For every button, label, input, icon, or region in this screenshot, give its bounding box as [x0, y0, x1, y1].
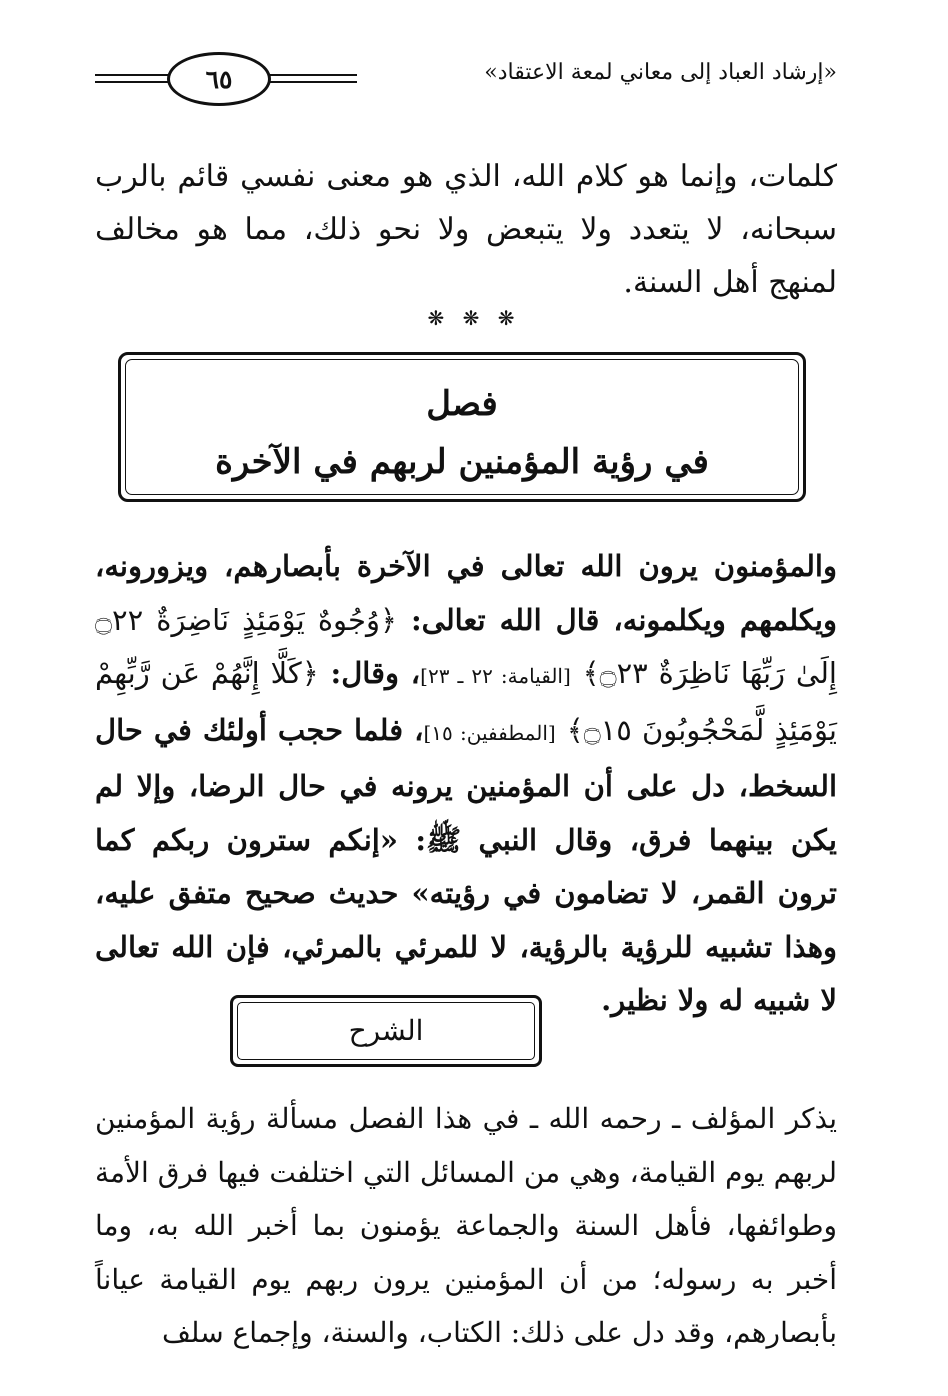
sharh-heading: الشرح — [237, 1002, 535, 1060]
header-rule — [95, 74, 171, 76]
sharh-paragraph: يذكر المؤلف ـ رحمه الله ـ في هذا الفصل مسألة رؤية المؤمنين لربهم يوم القيامة، وهي من المسائل التي اختلفت فيها فرق الأمة وطوائفها، فأهل السنة والجماعة يؤمنون بما أخبر الله به، وما أخبر به رسوله؛ من أن المؤمنين يرون ربهم يوم القيامة عياناً بأبصارهم، وقد دل على ذلك: الكتاب، والسنة، وإجماع سلف — [95, 1102, 837, 1349]
verse-reference: [القيامة: ٢٢ ـ ٢٣] — [420, 664, 571, 688]
page-header — [95, 40, 837, 120]
matn-text: ، وقال: — [318, 656, 421, 690]
header-rule — [265, 74, 357, 76]
separator-ornament: ❋ ❋ ❋ — [427, 306, 521, 330]
running-title: «إرشاد العباد إلى معاني لمعة الاعتقاد» — [484, 60, 837, 85]
quran-verse: ﴿وُجُوهٌ يَوْمَئِذٍ نَاضِرَةٌ ۝٢٢ إِلَىٰ رَبِّهَا نَاظِرَةٌ ۝٢٣﴾ — [95, 602, 837, 690]
page-number: ٦٥ — [167, 52, 271, 106]
header-rule — [265, 81, 357, 83]
matn-paragraph — [95, 540, 837, 1028]
section-label: فصل — [426, 384, 498, 424]
quran-verse: ﴿كَلَّا إِنَّهُمْ عَن رَّبِّهِمْ يَوْمَئِذٍ لَّمَحْجُوبُونَ ۝١٥﴾ — [95, 656, 838, 747]
section-heading-inner-frame — [125, 359, 799, 495]
opening-paragraph: كلمات، وإنما هو كلام الله، الذي هو معنى نفسي قائم بالرب سبحانه، لا يتعدد ولا يتبعض ولا نحو ذلك، مما هو مخالف لمنهج أهل السنة. — [95, 159, 837, 300]
sharh-heading-box — [230, 995, 542, 1067]
matn-text: والمؤمنون يرون الله تعالى في الآخرة بأبصارهم، ويزورونه، ويكلمهم ويكلمونه، قال الله تعالى: — [95, 549, 837, 637]
section-heading-box — [118, 352, 806, 502]
matn-text: ، فلما حجب أولئك في حال السخط، دل على أن المؤمنين يرونه في حال الرضا، وإلا لم يكن بينهما فرق، وقال النبي ﷺ: «إنكم سترون ربكم كما ترون القمر، لا تضامون في رؤيته» حديث صحيح متفق عليه، وهذا تشبيه للرؤية بالرؤية، لا للمرئي بالمرئي، فإن الله تعالى لا شبيه له ولا نظير. — [95, 712, 837, 1017]
section-title: في رؤية المؤمنين لربهم في الآخرة — [215, 442, 709, 482]
header-rule — [95, 81, 171, 83]
verse-reference: [المطففين: ١٥] — [423, 720, 556, 745]
